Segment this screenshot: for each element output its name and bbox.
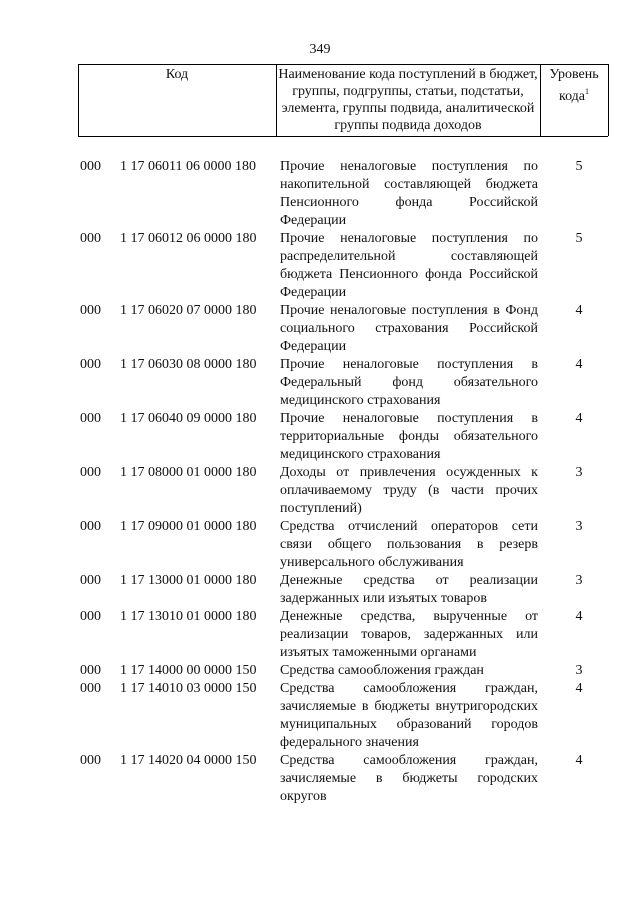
page-number: 349 <box>309 42 331 57</box>
header-top-border <box>78 64 608 65</box>
admin-code: 000 <box>80 609 101 624</box>
admin-code: 000 <box>80 411 101 426</box>
admin-code: 000 <box>80 159 101 174</box>
revenue-code: 1 17 06040 09 0000 180 <box>120 411 257 426</box>
header-bottom-border <box>78 136 608 137</box>
revenue-code: 1 17 09000 01 0000 180 <box>120 519 257 534</box>
revenue-name: Денежные средства от реализации задержанных или изъятых товаров <box>280 573 538 606</box>
code-level: 4 <box>575 609 583 624</box>
table-header <box>78 64 608 136</box>
table-row <box>0 410 640 464</box>
code-level: 4 <box>575 681 583 696</box>
footnote-marker: 1 <box>585 87 590 96</box>
table-row <box>0 518 640 572</box>
revenue-name: Средства самообложения граждан, зачисляемые в бюджеты внутригородских муниципальных образований городов федерального значения <box>280 681 538 750</box>
table-row <box>0 158 640 230</box>
code-level: 5 <box>575 231 583 246</box>
revenue-name: Средства самообложения граждан <box>280 663 484 678</box>
revenue-code: 1 17 08000 01 0000 180 <box>120 465 257 480</box>
table-row <box>0 464 640 518</box>
revenue-code: 1 17 14020 04 0000 150 <box>120 753 257 768</box>
table-row <box>0 662 640 680</box>
revenue-name: Доходы от привлечения осужденных к оплачиваемому труду (в части прочих поступлений) <box>280 465 538 516</box>
revenue-code: 1 17 06011 06 0000 180 <box>120 159 256 174</box>
code-level: 3 <box>575 519 583 534</box>
code-level: 3 <box>575 465 583 480</box>
table-body <box>0 158 640 806</box>
admin-code: 000 <box>80 519 101 534</box>
admin-code: 000 <box>80 303 101 318</box>
code-level: 4 <box>575 753 583 768</box>
revenue-code: 1 17 13000 01 0000 180 <box>120 573 257 588</box>
admin-code: 000 <box>80 681 101 696</box>
header-divider <box>608 64 609 136</box>
revenue-code: 1 17 06030 08 0000 180 <box>120 357 257 372</box>
header-level-text: Уровень кода <box>549 67 599 104</box>
table-row <box>0 230 640 302</box>
revenue-name: Прочие неналоговые поступления по накопительной составляющей бюджета Пенсионного фонда Российской Федерации <box>280 159 538 228</box>
table-row <box>0 608 640 662</box>
admin-code: 000 <box>80 753 101 768</box>
revenue-name: Прочие неналоговые поступления по распределительной составляющей бюджета Пенсионного фонда Российской Федерации <box>280 231 538 300</box>
header-name: Наименование кода поступлений в бюджет, группы, подгруппы, статьи, подстатьи, элемента, группы подвида, аналитической группы подвида доходов <box>278 67 538 133</box>
revenue-code: 1 17 14000 00 0000 150 <box>120 663 257 678</box>
revenue-name: Денежные средства, вырученные от реализации товаров, задержанных или изъятых таможенными органами <box>280 609 538 660</box>
revenue-name: Средства отчислений операторов сети связи общего пользования в резерв универсального обслуживания <box>280 519 538 570</box>
admin-code: 000 <box>80 663 101 678</box>
code-level: 4 <box>575 411 583 426</box>
revenue-code: 1 17 14010 03 0000 150 <box>120 681 257 696</box>
header-code: Код <box>165 67 189 82</box>
table-row <box>0 572 640 608</box>
header-level <box>540 66 608 105</box>
table-row <box>0 680 640 752</box>
code-level: 3 <box>575 573 583 588</box>
revenue-name: Прочие неналоговые поступления в Федеральный фонд обязательного медицинского страхования <box>280 357 538 408</box>
admin-code: 000 <box>80 357 101 372</box>
revenue-code: 1 17 06020 07 0000 180 <box>120 303 257 318</box>
table-row <box>0 356 640 410</box>
code-level: 4 <box>575 357 583 372</box>
revenue-code: 1 17 06012 06 0000 180 <box>120 231 257 246</box>
table-row <box>0 302 640 356</box>
admin-code: 000 <box>80 465 101 480</box>
revenue-name: Прочие неналоговые поступления в Фонд социального страхования Российской Федерации <box>280 303 538 354</box>
revenue-code: 1 17 13010 01 0000 180 <box>120 609 257 624</box>
admin-code: 000 <box>80 231 101 246</box>
code-level: 4 <box>575 303 583 318</box>
revenue-name: Прочие неналоговые поступления в территориальные фонды обязательного медицинского страхования <box>280 411 538 462</box>
code-level: 3 <box>575 663 583 678</box>
admin-code: 000 <box>80 573 101 588</box>
code-level: 5 <box>575 159 583 174</box>
revenue-name: Средства самообложения граждан, зачисляемые в бюджеты городских округов <box>280 753 538 804</box>
table-row <box>0 752 640 806</box>
